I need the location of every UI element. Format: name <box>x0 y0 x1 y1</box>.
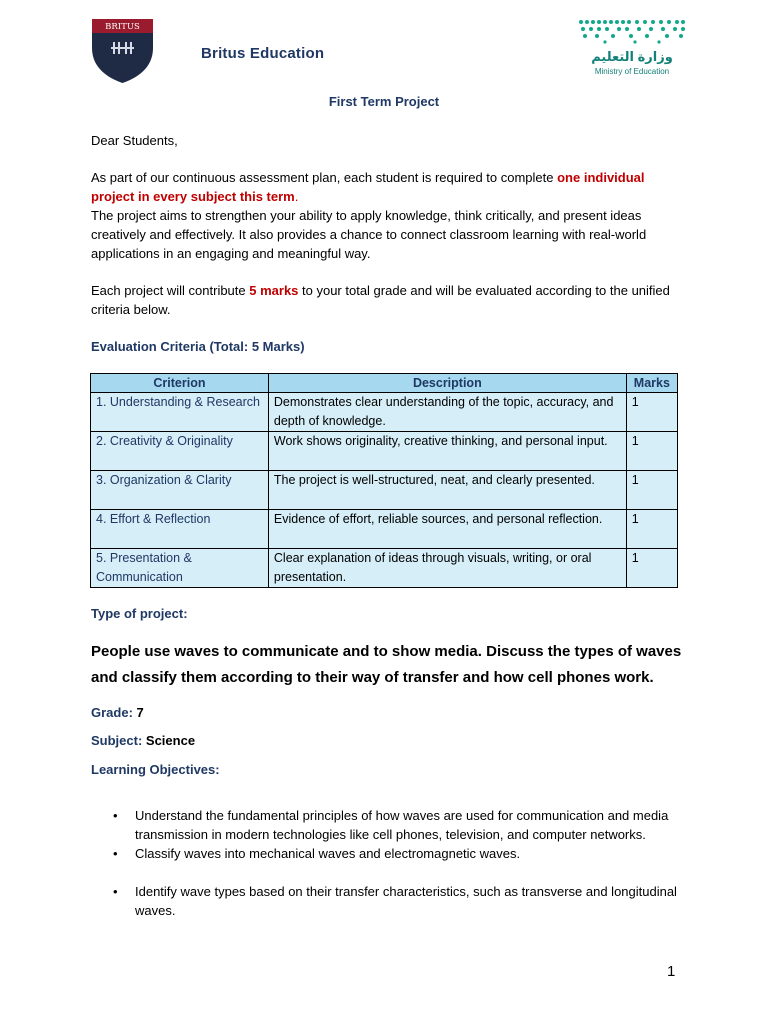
table-row <box>91 471 678 510</box>
table-row <box>91 510 678 549</box>
intro-period: . <box>294 189 299 204</box>
criterion-cell: 2. Creativity & Originality <box>91 432 269 471</box>
ministry-arabic-name: وزارة التعليم <box>591 49 673 64</box>
intro-paragraph-2: The project aims to strengthen your ability to apply knowledge, think critically, and present ideas creatively and effectively. It also provides a chance to connect classroom learning with real-world applications in an engaging and meaningful way. <box>91 208 647 261</box>
header-criterion: Criterion <box>91 374 269 393</box>
criterion-cell: 4. Effort & Reflection <box>91 510 269 549</box>
marks-cell: 1 <box>626 432 677 471</box>
table-row <box>91 393 678 432</box>
document-title: First Term Project <box>328 94 440 109</box>
description-cell: Demonstrates clear understanding of the topic, accuracy, and depth of knowledge. <box>268 393 626 432</box>
description-cell: Work shows originality, creative thinking, and personal input. <box>268 432 626 471</box>
project-type-label: Type of project: <box>91 606 188 621</box>
marks-cell: 1 <box>626 471 677 510</box>
intro-paragraph <box>91 168 686 206</box>
header-marks: Marks <box>626 374 677 393</box>
page-number: 1 <box>667 963 676 980</box>
list-item: • Identify wave types based on their transfer characteristics, such as transverse and longitudinal waves. <box>91 882 691 920</box>
table-row <box>91 432 678 471</box>
header-description: Description <box>268 374 626 393</box>
criterion-cell: 3. Organization & Clarity <box>91 471 269 510</box>
grade-value: 7 <box>136 705 144 720</box>
criterion-cell: 5. Presentation & Communication <box>91 549 269 588</box>
subject-value: Science <box>145 733 196 748</box>
marks-note-text-2: to your total grade and will be evaluated according to the unified criteria below. <box>91 283 670 317</box>
description-cell: Evidence of effort, reliable sources, and personal reflection. <box>268 510 626 549</box>
intro-highlight: one individual project in every subject this term <box>91 170 645 204</box>
objectives-label: Learning Objectives: <box>91 762 220 777</box>
evaluation-criteria-table <box>90 373 678 588</box>
greeting: Dear Students, <box>91 133 178 148</box>
marks-cell: 1 <box>626 549 677 588</box>
crest-label: BRITUS <box>105 22 140 32</box>
objectives-list <box>91 806 691 920</box>
criteria-heading: Evaluation Criteria (Total: 5 Marks) <box>91 339 305 354</box>
grade-label: Grade: <box>91 705 137 720</box>
list-item: • Classify waves into mechanical waves and electromagnetic waves. <box>91 844 691 863</box>
description-cell: Clear explanation of ideas through visuals, writing, or oral presentation. <box>268 549 626 588</box>
britus-crest-logo <box>91 18 154 84</box>
marks-highlight: 5 marks <box>249 283 299 298</box>
school-name: Britus Education <box>201 45 325 62</box>
grade-line <box>91 703 144 722</box>
table-row <box>91 549 678 588</box>
description-cell: The project is well-structured, neat, and clearly presented. <box>268 471 626 510</box>
project-question: People use waves to communicate and to show media. Discuss the types of waves and classify them according to their way of transfer and how cell phones work. <box>91 643 682 686</box>
marks-note <box>91 281 681 319</box>
subject-label: Subject: <box>91 733 146 748</box>
subject-line <box>91 731 195 750</box>
list-item: • Understand the fundamental principles of how waves are used for communication and media transmission in modern technologies like cell phones, television, and computer networks. <box>91 806 691 844</box>
ministry-english-name: Ministry of Education <box>594 67 670 76</box>
marks-cell: 1 <box>626 510 677 549</box>
intro-text: As part of our continuous assessment plan, each student is required to complete <box>91 170 558 185</box>
criterion-cell: 1. Understanding & Research <box>91 393 269 432</box>
table-header-row <box>91 374 678 393</box>
marks-cell: 1 <box>626 393 677 432</box>
marks-note-text: Each project will contribute <box>91 283 250 298</box>
